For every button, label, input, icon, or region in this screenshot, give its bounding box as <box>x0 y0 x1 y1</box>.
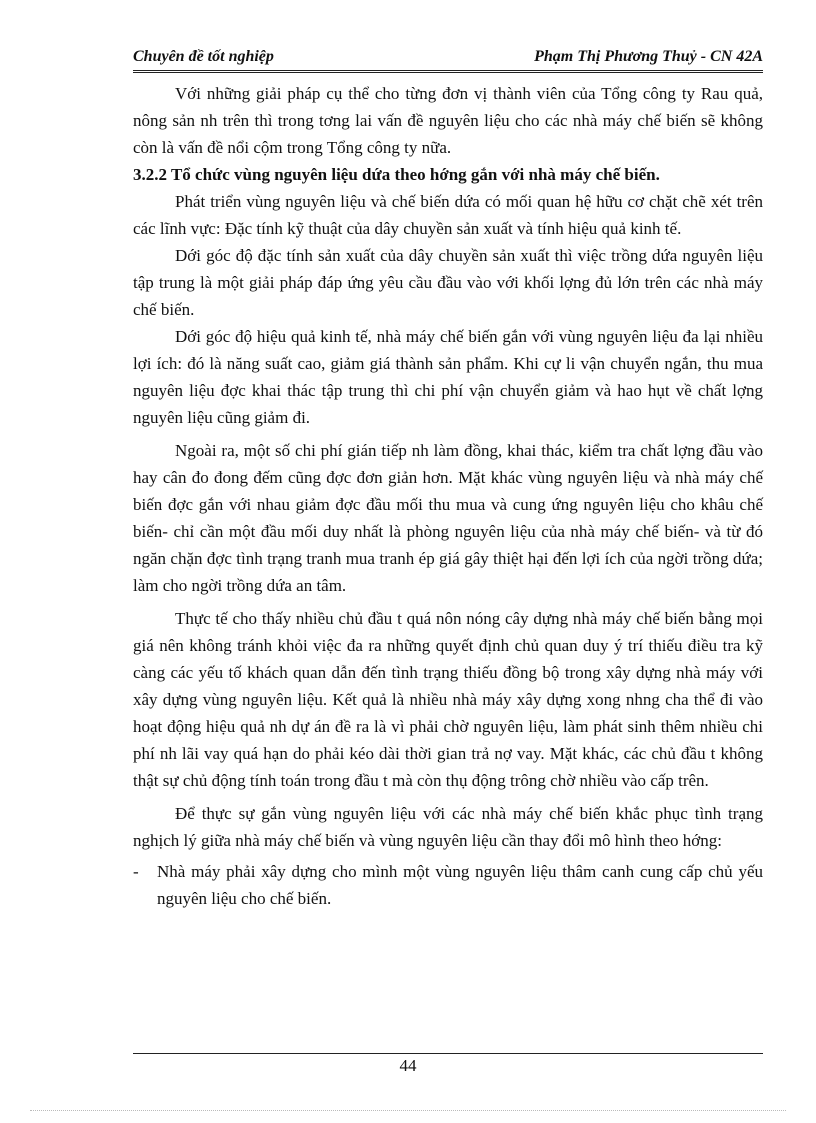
paragraph-6: Thực tế cho thấy nhiều chủ đầu t quá nôn nóng cây dựng nhà máy chế biến bằng mọi giá nên không tránh khỏi việc đa ra những quyết định chủ quan duy ý trí thiếu điều tra kỹ càng các yếu tố khách quan dẫn đến tình trạng thiếu đồng bộ trong xây dựng nhà máy với xây dựng vùng nguyên liệu. Kết quả là nhiều nhà máy xây dựng xong nhng cha thể đi vào hoạt động hiệu quả nh dự án đề ra là vì phải chờ nguyên liệu, làm phát sinh thêm nhiều chi phí nh lãi vay quá hạn do phải kéo dài thời gian trả nợ vay. Mặt khác, các chủ đầu t không thật sự chủ động tính toán trong đầu t mà còn thụ động trông chờ nhiều vào cấp trên. <box>133 609 763 790</box>
bullet-mark: - <box>133 862 139 881</box>
paragraph-2: Phát triển vùng nguyên liệu và chế biến dứa có mối quan hệ hữu cơ chặt chẽ xét trên các lĩnh vực: Đặc tính kỹ thuật của dây chuyền sản xuất và tính hiệu quả kinh tế. <box>133 192 763 238</box>
paragraph-5: Ngoài ra, một số chi phí gián tiếp nh làm đồng, khai thác, kiểm tra chất lợng đầu vào hay cân đo đong đếm cũng đợc đơn giản hơn. Mặt khác vùng nguyên liệu và nhà máy chế biến đợc gắn với nhau giảm đợc đầu mối thu mua và cung ứng nguyên liệu cho khâu chế biến- chỉ cần một đầu mối duy nhất là phòng nguyên liệu của nhà máy chế biến- và từ đó ngăn chặn đợc tình trạng tranh mua tranh ép giá gây thiệt hại đến lợi ích của ngời trồng dứa; làm cho ngời trồng dứa an tâm. <box>133 441 763 595</box>
bullet-text: Nhà máy phải xây dựng cho mình một vùng nguyên liệu thâm canh cung cấp chủ yếu nguyên liệu cho chế biến. <box>157 862 763 908</box>
paragraph-4: Dới góc độ hiệu quả kinh tế, nhà máy chế biến gắn với vùng nguyên liệu đa lại nhiều lợi ích: đó là năng suất cao, giảm giá thành sản phẩm. Khi cự li vận chuyển ngắn, thu mua nguyên liệu đợc khai thác tập trung thì chi phí vận chuyển giảm và hao hụt về chất lợng nguyên liệu cũng giảm đi. <box>133 327 763 427</box>
footer-rule <box>133 1053 763 1054</box>
page-edge-dots <box>30 1110 786 1111</box>
header-rule <box>133 70 763 73</box>
section-heading: 3.2.2 Tổ chức vùng nguyên liệu dứa theo hớng gắn với nhà máy chế biến. <box>133 165 660 184</box>
paragraph-7: Để thực sự gắn vùng nguyên liệu với các nhà máy chế biến khắc phục tình trạng nghịch lý giữa nhà máy chế biến và vùng nguyên liệu cần thay đổi mô hình theo hớng: <box>133 804 763 850</box>
paragraph-3: Dới góc độ đặc tính sản xuất của dây chuyền sản xuất thì việc trồng dứa nguyên liệu tập trung là một giải pháp đáp ứng yêu cầu đầu vào với khối lợng đủ lớn trên các nhà máy chế biến. <box>133 246 763 319</box>
header-author: Phạm Thị Phương Thuỷ - CN 42A <box>534 48 763 65</box>
bullet-item <box>133 858 763 912</box>
header-title: Chuyên đề tốt nghiệp <box>133 48 274 65</box>
page-header <box>133 44 763 70</box>
page-body <box>133 80 763 912</box>
page-number: 44 <box>399 1056 417 1075</box>
paragraph-1: Với những giải pháp cụ thể cho từng đơn vị thành viên của Tổng công ty Rau quả, nông sản nh trên thì trong tơng lai vấn đề nguyên liệu cho các nhà máy chế biến sẽ không còn là vấn đề nổi cộm trong Tổng công ty nữa. <box>133 84 763 157</box>
